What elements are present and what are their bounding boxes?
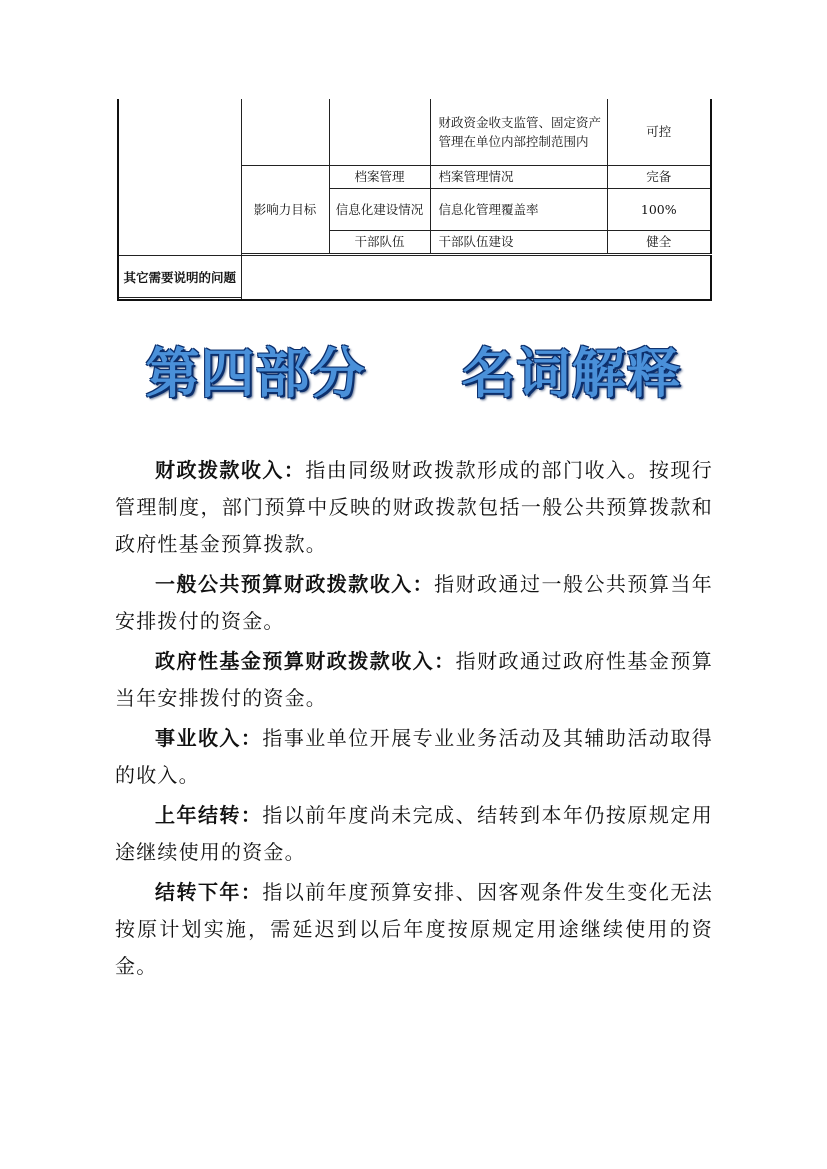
table-row (118, 256, 711, 300)
value-cell: 健全 (607, 230, 711, 253)
indicator-cell: 信息化管理覆盖率 (430, 188, 607, 230)
indicator-cell: 财政资金收支监管、固定资产管理在单位内部控制范围内 (430, 99, 607, 165)
value-cell: 完备 (607, 165, 711, 188)
definition-term: 结转下年： (155, 880, 263, 904)
sub-indicator-cell: 信息化建设情况 (329, 188, 430, 230)
definition-text: 指财政通过政府性基金预算当年安排拨付的资金。 (115, 649, 713, 710)
definition-item (115, 874, 713, 985)
table-row (118, 99, 711, 165)
definition-text: 指事业单位开展专业业务活动及其辅助活动取得的收入。 (115, 726, 713, 787)
heading-part: 第四部分 (145, 342, 366, 405)
definition-term: 事业收入： (155, 726, 263, 750)
impact-target-cell: 影响力目标 (241, 165, 329, 253)
definition-item (115, 797, 713, 871)
definition-term: 上年结转： (155, 803, 263, 827)
value-cell: 可控 (607, 99, 711, 165)
definition-term: 财政拨款收入： (155, 458, 306, 482)
table-cell-blank (329, 99, 430, 165)
table-cell-blank (241, 99, 329, 165)
note-table (117, 255, 712, 301)
heading-title: 名词解释 (461, 342, 682, 405)
note-value-cell (241, 256, 711, 300)
definitions-list (115, 452, 713, 988)
definition-item (115, 566, 713, 640)
definition-item (115, 643, 713, 717)
definition-term: 政府性基金预算财政拨款收入： (155, 649, 456, 673)
value-cell: 100% (607, 188, 711, 230)
note-label-cell: 其它需要说明的问题 (118, 256, 241, 300)
definition-text: 指财政通过一般公共预算当年安排拨付的资金。 (115, 572, 713, 633)
definition-item (115, 720, 713, 794)
definition-text: 指以前年度预算安排、因客观条件发生变化无法按原计划实施，需延迟到以后年度按原规定用途继续使用的资金。 (115, 880, 713, 978)
indicator-cell: 干部队伍建设 (430, 230, 607, 253)
definition-text: 指以前年度尚未完成、结转到本年仍按原规定用途继续使用的资金。 (115, 803, 713, 864)
definition-text: 指由同级财政拨款形成的部门收入。按现行管理制度，部门预算中反映的财政拨款包括一般公共预算拨款和政府性基金预算拨款。 (115, 458, 713, 556)
indicator-cell: 档案管理情况 (430, 165, 607, 188)
sub-indicator-cell: 干部队伍 (329, 230, 430, 253)
section-heading (0, 338, 827, 410)
definition-item (115, 452, 713, 563)
sub-indicator-cell: 档案管理 (329, 165, 430, 188)
definition-term: 一般公共预算财政拨款收入： (155, 572, 435, 596)
